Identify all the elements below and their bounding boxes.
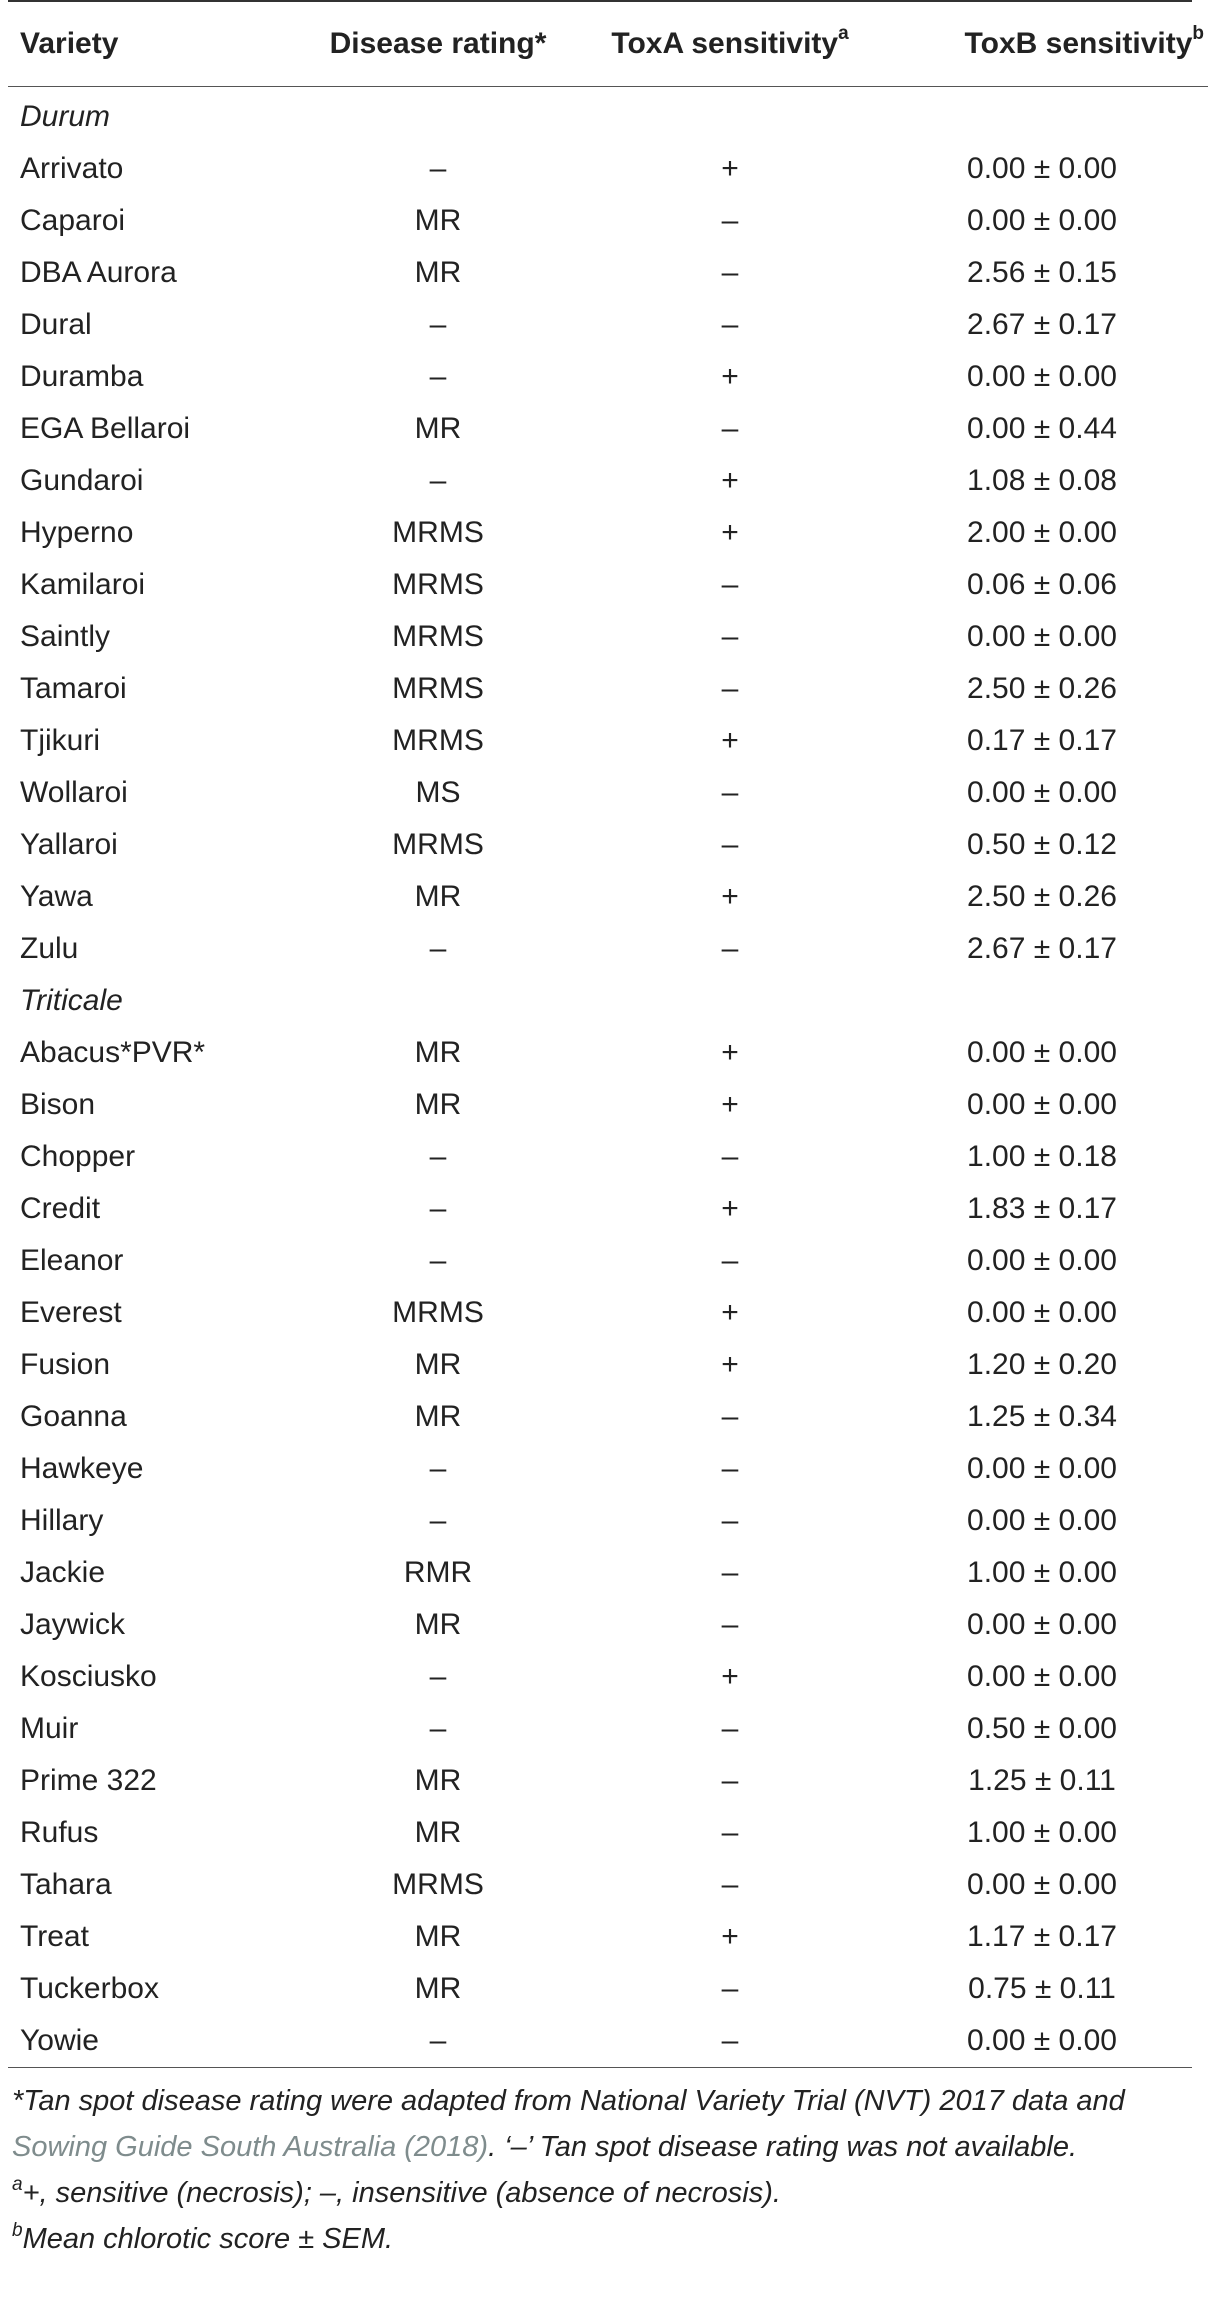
cell-variety: DBA Aurora (20, 256, 177, 289)
cell-variety: Jaywick (20, 1608, 126, 1641)
header-toxa-mark: a (838, 23, 849, 44)
table-row (8, 715, 1208, 767)
cell-variety: Arrivato (20, 152, 124, 185)
cell-toxb: 1.25 ± 0.11 (968, 1764, 1116, 1797)
cell-variety: Hyperno (20, 516, 134, 549)
cell-disease-rating: MRMS (392, 568, 484, 601)
cell-disease-rating: – (429, 2024, 447, 2057)
cell-variety: Tjikuri (20, 724, 100, 757)
header-disease-rating: Disease rating* (329, 27, 547, 60)
cell-toxa: + (721, 880, 739, 913)
table-row (8, 923, 1208, 975)
cell-toxb: 0.00 ± 0.00 (967, 776, 1117, 809)
cell-toxa: – (721, 568, 739, 601)
cell-disease-rating: MRMS (392, 672, 484, 705)
footnote-star-suffix: . ‘–’ Tan spot disease rating was not available. (488, 2131, 1078, 2163)
cell-toxa: – (721, 2024, 739, 2057)
cell-disease-rating: MRMS (392, 724, 484, 757)
table-row (8, 1703, 1208, 1755)
table-row (8, 1287, 1208, 1339)
table-row (8, 1235, 1208, 1287)
cell-toxa: – (721, 1504, 739, 1537)
table-row (8, 611, 1208, 663)
cell-disease-rating: MR (414, 1608, 462, 1641)
table-row (8, 143, 1208, 195)
cell-variety: Fusion (20, 1348, 111, 1381)
cell-toxa: – (721, 1244, 739, 1277)
cell-toxb: 0.00 ± 0.00 (967, 1868, 1117, 1901)
cell-toxa: – (721, 1712, 739, 1745)
cell-disease-rating: MRMS (392, 1868, 484, 1901)
cell-disease-rating: – (429, 308, 447, 341)
cell-variety: Kamilaroi (20, 568, 146, 601)
cell-toxa: – (721, 412, 739, 445)
table-row (8, 1443, 1208, 1495)
cell-variety: Goanna (20, 1400, 127, 1433)
cell-toxa: + (721, 1660, 739, 1693)
cell-toxa: – (721, 828, 739, 861)
cell-toxa: + (721, 1296, 739, 1329)
cell-toxb: 0.00 ± 0.00 (967, 1244, 1117, 1277)
cell-toxb: 0.00 ± 0.00 (967, 1608, 1117, 1641)
cell-disease-rating: MR (414, 1920, 462, 1953)
table-container (8, 0, 1204, 2262)
table-row (8, 507, 1208, 559)
cell-disease-rating: MR (414, 1972, 462, 2005)
cell-toxa: – (721, 1816, 739, 1849)
cell-variety: Bison (20, 1088, 96, 1121)
table-row (8, 663, 1208, 715)
table-row (8, 351, 1208, 403)
data-table (8, 2, 1208, 2067)
cell-toxa: – (721, 308, 739, 341)
table-row (8, 1027, 1208, 1079)
table-row (8, 247, 1208, 299)
cell-toxb: 1.00 ± 0.00 (967, 1556, 1117, 1589)
footnote-b (12, 2216, 1188, 2262)
cell-toxb: 0.17 ± 0.17 (967, 724, 1117, 757)
cell-toxb: 0.06 ± 0.06 (967, 568, 1117, 601)
cell-toxa: + (721, 1036, 739, 1069)
cell-toxa: + (721, 1348, 739, 1381)
cell-toxa: – (721, 1972, 739, 2005)
cell-toxa: – (721, 1556, 739, 1589)
header-row (8, 2, 1208, 86)
footnote-star (12, 2078, 1188, 2170)
table-row (8, 1391, 1208, 1443)
cell-toxa: – (721, 672, 739, 705)
cell-disease-rating: MRMS (392, 620, 484, 653)
cell-variety: Dural (20, 308, 92, 341)
cell-variety: Gundaroi (20, 464, 144, 497)
cell-disease-rating: – (429, 1452, 447, 1485)
footnote-a (12, 2170, 1188, 2216)
header-toxb-label: ToxB sensitivity (964, 27, 1193, 60)
cell-disease-rating: – (429, 1140, 447, 1173)
cell-toxa: + (721, 1920, 739, 1953)
section-row (8, 975, 1208, 1027)
table-row (8, 1911, 1208, 1963)
header-toxa (584, 2, 876, 86)
cell-variety: Abacus*PVR* (20, 1036, 206, 1069)
cell-toxa: – (721, 204, 739, 237)
cell-toxb: 0.00 ± 0.00 (967, 1036, 1117, 1069)
sowing-guide-link[interactable]: Sowing Guide South Australia (2018) (12, 2131, 489, 2163)
cell-toxb: 2.67 ± 0.17 (967, 308, 1117, 341)
cell-variety: Hawkeye (20, 1452, 144, 1485)
cell-toxb: 0.00 ± 0.00 (967, 1088, 1117, 1121)
cell-variety: Muir (20, 1712, 79, 1745)
cell-disease-rating: – (429, 464, 447, 497)
table-row (8, 403, 1208, 455)
table-row (8, 1079, 1208, 1131)
cell-variety: Everest (20, 1296, 122, 1329)
cell-toxb: 0.00 ± 0.00 (967, 152, 1117, 185)
cell-variety: Prime 322 (20, 1764, 157, 1797)
cell-disease-rating: MR (414, 256, 462, 289)
table-body (8, 87, 1208, 2067)
footnote-b-mark: b (12, 2220, 23, 2241)
cell-disease-rating: MR (414, 412, 462, 445)
cell-toxb: 1.17 ± 0.17 (967, 1920, 1117, 1953)
cell-disease-rating: – (429, 1192, 447, 1225)
footnote-a-text: +, sensitive (necrosis); –, insensitive (absence of necrosis). (22, 2177, 781, 2209)
table-row (8, 1183, 1208, 1235)
cell-toxb: 1.20 ± 0.20 (967, 1348, 1117, 1381)
cell-toxa: + (721, 464, 739, 497)
cell-disease-rating: MS (415, 776, 461, 809)
table-row (8, 1807, 1208, 1859)
cell-variety: Chopper (20, 1140, 136, 1173)
cell-disease-rating: MRMS (392, 828, 484, 861)
cell-toxa: + (721, 1192, 739, 1225)
cell-toxa: – (721, 776, 739, 809)
cell-toxb: 0.50 ± 0.00 (967, 1712, 1117, 1745)
cell-disease-rating: MR (414, 1036, 462, 1069)
cell-disease-rating: MR (414, 1088, 462, 1121)
cell-variety: Eleanor (20, 1244, 124, 1277)
cell-toxb: 2.50 ± 0.26 (967, 880, 1117, 913)
cell-variety: Jackie (20, 1556, 106, 1589)
cell-toxb: 0.00 ± 0.00 (967, 1452, 1117, 1485)
cell-disease-rating: MR (414, 880, 462, 913)
table-row (8, 559, 1208, 611)
table-row (8, 1131, 1208, 1183)
table-row (8, 455, 1208, 507)
cell-variety: Duramba (20, 360, 144, 393)
table-row (8, 1339, 1208, 1391)
header-variety: Variety (20, 27, 119, 60)
cell-variety: EGA Bellaroi (20, 412, 191, 445)
cell-variety: Kosciusko (20, 1660, 157, 1693)
cell-toxb: 0.50 ± 0.12 (967, 828, 1117, 861)
section-label: Durum (20, 100, 111, 133)
cell-variety: Zulu (20, 932, 79, 965)
cell-toxb: 1.08 ± 0.08 (967, 464, 1117, 497)
cell-variety: Hillary (20, 1504, 104, 1537)
cell-disease-rating: MR (414, 204, 462, 237)
cell-variety: Rufus (20, 1816, 99, 1849)
table-row (8, 299, 1208, 351)
cell-toxb: 0.00 ± 0.44 (967, 412, 1117, 445)
table-row (8, 1495, 1208, 1547)
cell-toxb: 1.00 ± 0.00 (967, 1816, 1117, 1849)
cell-variety: Yallaroi (20, 828, 118, 861)
cell-toxb: 1.83 ± 0.17 (967, 1192, 1117, 1225)
cell-toxa: – (721, 1452, 739, 1485)
cell-toxa: – (721, 932, 739, 965)
cell-variety: Yawa (20, 880, 93, 913)
cell-disease-rating: – (429, 1504, 447, 1537)
cell-disease-rating: MR (414, 1764, 462, 1797)
cell-toxb: 1.00 ± 0.18 (967, 1140, 1117, 1173)
cell-toxb: 0.00 ± 0.00 (967, 360, 1117, 393)
table-row (8, 767, 1208, 819)
cell-disease-rating: MR (414, 1348, 462, 1381)
cell-disease-rating: MR (414, 1400, 462, 1433)
cell-disease-rating: – (429, 1660, 447, 1693)
cell-variety: Tamaroi (20, 672, 127, 705)
cell-variety: Wollaroi (20, 776, 128, 809)
cell-toxb: 2.00 ± 0.00 (967, 516, 1117, 549)
table-row (8, 1599, 1208, 1651)
table-row (8, 1963, 1208, 2015)
section-label: Triticale (20, 984, 123, 1017)
cell-toxa: – (721, 256, 739, 289)
table-row (8, 1859, 1208, 1911)
cell-disease-rating: MRMS (392, 1296, 484, 1329)
cell-disease-rating: – (429, 1712, 447, 1745)
cell-toxa: + (721, 1088, 739, 1121)
cell-toxa: + (721, 360, 739, 393)
cell-variety: Credit (20, 1192, 101, 1225)
section-row (8, 87, 1208, 143)
cell-toxb: 0.00 ± 0.00 (967, 1296, 1117, 1329)
cell-toxa: + (721, 516, 739, 549)
cell-disease-rating: – (429, 1244, 447, 1277)
cell-toxb: 1.25 ± 0.34 (967, 1400, 1117, 1433)
cell-toxb: 0.00 ± 0.00 (967, 620, 1117, 653)
table-row (8, 871, 1208, 923)
cell-variety: Tuckerbox (20, 1972, 159, 2005)
cell-toxa: – (721, 1764, 739, 1797)
cell-disease-rating: – (429, 932, 447, 965)
footnotes (8, 2068, 1192, 2262)
cell-variety: Tahara (20, 1868, 112, 1901)
footnote-star-text: *Tan spot disease rating were adapted from National Variety Trial (NVT) 2017 data and (12, 2085, 1125, 2117)
cell-toxa: – (721, 1868, 739, 1901)
table-row (8, 2015, 1208, 2067)
cell-disease-rating: RMR (403, 1556, 473, 1589)
cell-toxa: – (721, 620, 739, 653)
cell-disease-rating: MRMS (392, 516, 484, 549)
cell-toxa: + (721, 152, 739, 185)
footnote-b-text: Mean chlorotic score ± SEM. (22, 2223, 394, 2255)
table-row (8, 1547, 1208, 1599)
header-toxa-label: ToxA sensitivity (611, 27, 839, 60)
header-toxb (876, 2, 1208, 86)
cell-disease-rating: – (429, 152, 447, 185)
footnote-a-mark: a (12, 2174, 23, 2195)
cell-variety: Treat (20, 1920, 89, 1953)
cell-toxa: – (721, 1608, 739, 1641)
cell-variety: Saintly (20, 620, 111, 653)
cell-toxb: 2.56 ± 0.15 (967, 256, 1117, 289)
cell-toxa: – (721, 1400, 739, 1433)
cell-toxb: 2.67 ± 0.17 (967, 932, 1117, 965)
cell-variety: Caparoi (20, 204, 126, 237)
cell-variety: Yowie (20, 2024, 99, 2057)
table-row (8, 1755, 1208, 1807)
cell-toxb: 0.00 ± 0.00 (967, 204, 1117, 237)
cell-disease-rating: – (429, 360, 447, 393)
table-row (8, 819, 1208, 871)
table-row (8, 195, 1208, 247)
cell-toxb: 0.00 ± 0.00 (967, 1504, 1117, 1537)
cell-toxb: 0.00 ± 0.00 (967, 1660, 1117, 1693)
cell-toxb: 0.75 ± 0.11 (968, 1972, 1116, 2005)
cell-toxa: + (721, 724, 739, 757)
cell-toxb: 0.00 ± 0.00 (967, 2024, 1117, 2057)
cell-disease-rating: MR (414, 1816, 462, 1849)
cell-toxb: 2.50 ± 0.26 (967, 672, 1117, 705)
table-row (8, 1651, 1208, 1703)
cell-toxa: – (721, 1140, 739, 1173)
header-toxb-mark: b (1192, 23, 1204, 44)
